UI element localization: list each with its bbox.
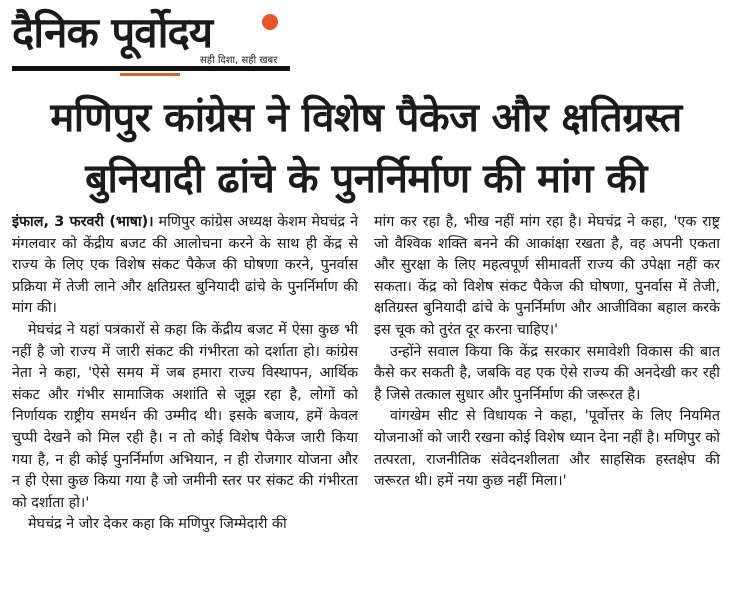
masthead — [8, 6, 298, 78]
article-column-right — [374, 212, 720, 493]
paragraph-text: मणिपुर कांग्रेस अध्यक्ष केशम मेघचंद्र ने मंगलवार को केंद्रीय बजट की आलोचना करने के साथ ही केंद्र से राज्य के लिए एक विशेष संकट पैकेज की घोषणा करने, पुनर्वास प्रक्रिया में तेजी लाने और क्षतिग्रस्त बुनियादी ढांचे के पुनर्निर्माण की मांग की। — [12, 214, 359, 317]
brand-logo: दैनिक पूर्वोदय — [12, 8, 213, 57]
headline-line-2: बुनियादी ढांचे के पुनर्निर्माण की मांग की — [85, 156, 647, 202]
article-column-left — [12, 212, 358, 536]
masthead-rule — [12, 66, 290, 71]
masthead-accent — [120, 73, 180, 76]
paragraph: मांग कर रहा है, भीख नहीं मांग रहा है। मेघचंद्र ने कहा, 'एक राष्ट्र जो वैश्विक शक्ति बनने की आकांक्षा रखता है, वह अपनी एकता और सुरक्षा के लिए महत्वपूर्ण सीमावर्ती राज्य की उपेक्षा नहीं कर सकता। केंद्र को विशेष संकट पैकेज की घोषणा, पुनर्वास में तेजी, क्षतिग्रस्त बुनियादी ढांचे के पुनर्निर्माण और आजीविका बहाल करके इस चूक को तुरंत दूर करना चाहिए।' — [374, 214, 720, 338]
paragraph: वांगखेम सीट से विधायक ने कहा, 'पूर्वोत्तर के लिए नियमित योजनाओं को जारी रखना कोई विशेष ध्यान देना नहीं है। मणिपुर को तत्परता, राजनीतिक संवेदनशीलता और साहसिक हस्तक्षेप की जरूरत थी। हमें नया कुछ नहीं मिला।' — [374, 408, 720, 490]
paragraph — [12, 212, 358, 320]
paragraph: उन्होंने सवाल किया कि केंद्र सरकार समावेशी विकास की बात कैसे कर सकती है, जबकि वह एक ऐसे राज्य की अनदेखी कर रही है जिसे तत्काल सुधार और पुनर्निर्माण की जरूरत है। — [374, 343, 720, 403]
headline-line-1: मणिपुर कांग्रेस ने विशेष पैकेज और क्षतिग्रस्त — [50, 95, 682, 141]
paragraph: मेघचंद्र ने यहां पत्रकारों से कहा कि केंद्रीय बजट में ऐसा कुछ भी नहीं है जो राज्य में जारी संकट की गंभीरता को दर्शाता हो। कांग्रेस नेता ने कहा, 'ऐसे समय में जब हमारा राज्य विस्थापन, आर्थिक संकट और गंभीर सामाजिक अशांति से जूझ रहा है, लोगों को निर्णायक राष्ट्रीय समर्थन की उम्मीद थी। इसके बजाय, हमें केवल चुप्पी देखने को मिल रही है। न तो कोई विशेष पैकेज जारी किया गया है, न ही कोई पुनर्निर्माण अभियान, न ही रोजगार योजना और न ही ऐसा कुछ किया गया है जो जमीनी स्तर पर संकट की गंभीरता को दर्शाता हो।' — [12, 321, 358, 511]
dateline: इंफाल, 3 फरवरी (भाषा)। — [12, 214, 154, 230]
logo-sun-icon — [262, 14, 278, 30]
paragraph: मेघचंद्र ने जोर देकर कहा कि मणिपुर जिम्मेदारी की — [28, 516, 287, 533]
tagline: सही दिशा, सही खबर — [200, 55, 278, 66]
